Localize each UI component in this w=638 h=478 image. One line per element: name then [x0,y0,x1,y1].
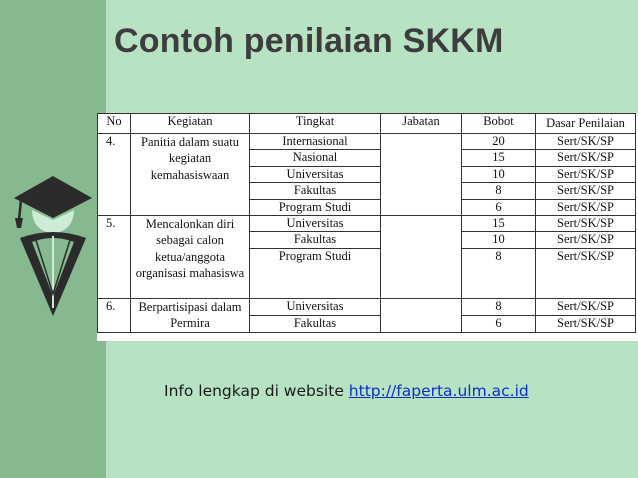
cell-no: 5. [98,215,131,298]
table-row [98,298,636,315]
cell-no: 6. [98,298,131,332]
cell-dasar: Sert/SK/SP [536,134,636,150]
cell-jabatan [381,215,462,298]
cell-kegiatan: Mencalonkan diri sebagai calon ketua/anggota organisasi mahasiswa [131,215,250,298]
info-line [164,382,529,400]
website-link[interactable]: http://faperta.ulm.ac.id [348,382,529,400]
cell-tingkat: Program Studi [250,248,381,298]
table-row [98,134,636,150]
cell-bobot: 6 [462,199,536,215]
cell-jabatan [381,298,462,332]
cell-no: 4. [98,134,131,216]
skkm-table [97,113,636,333]
slide-title: Contoh penilaian SKKM [114,22,504,60]
cell-tingkat: Internasional [250,134,381,150]
cell-bobot: 8 [462,248,536,298]
cell-tingkat: Universitas [250,215,381,231]
cell-bobot: 10 [462,166,536,182]
cell-tingkat: Universitas [250,166,381,182]
table-row [98,215,636,231]
cell-bobot: 6 [462,315,536,332]
cell-dasar: Sert/SK/SP [536,150,636,166]
header-tingkat: Tingkat [250,114,381,134]
cell-kegiatan: Berpartisipasi dalam Permira [131,298,250,332]
cell-dasar: Sert/SK/SP [536,248,636,298]
header-dasar-penilaian: Dasar Penilaian [536,114,636,134]
cell-tingkat: Program Studi [250,199,381,215]
header-jabatan: Jabatan [381,114,462,134]
cell-dasar: Sert/SK/SP [536,232,636,248]
cell-bobot: 10 [462,232,536,248]
cell-tingkat: Fakultas [250,232,381,248]
cell-bobot: 15 [462,215,536,231]
cell-dasar: Sert/SK/SP [536,166,636,182]
cell-bobot: 8 [462,298,536,315]
cell-tingkat: Universitas [250,298,381,315]
cell-dasar: Sert/SK/SP [536,199,636,215]
table-header-row [98,114,636,134]
header-bobot: Bobot [462,114,536,134]
cell-tingkat: Fakultas [250,183,381,199]
cell-bobot: 20 [462,134,536,150]
info-text: Info lengkap di website [164,382,349,400]
cell-dasar: Sert/SK/SP [536,315,636,332]
cell-dasar: Sert/SK/SP [536,298,636,315]
header-no: No [98,114,131,134]
header-kegiatan: Kegiatan [131,114,250,134]
skkm-table-image [97,113,638,341]
cell-jabatan [381,134,462,216]
graduate-cap-pencil-icon [12,176,94,322]
cell-kegiatan: Panitia dalam suatu kegiatan kemahasiswaan [131,134,250,216]
cell-tingkat: Fakultas [250,315,381,332]
cell-bobot: 8 [462,183,536,199]
cell-dasar: Sert/SK/SP [536,183,636,199]
cell-dasar: Sert/SK/SP [536,215,636,231]
cell-tingkat: Nasional [250,150,381,166]
cell-bobot: 15 [462,150,536,166]
